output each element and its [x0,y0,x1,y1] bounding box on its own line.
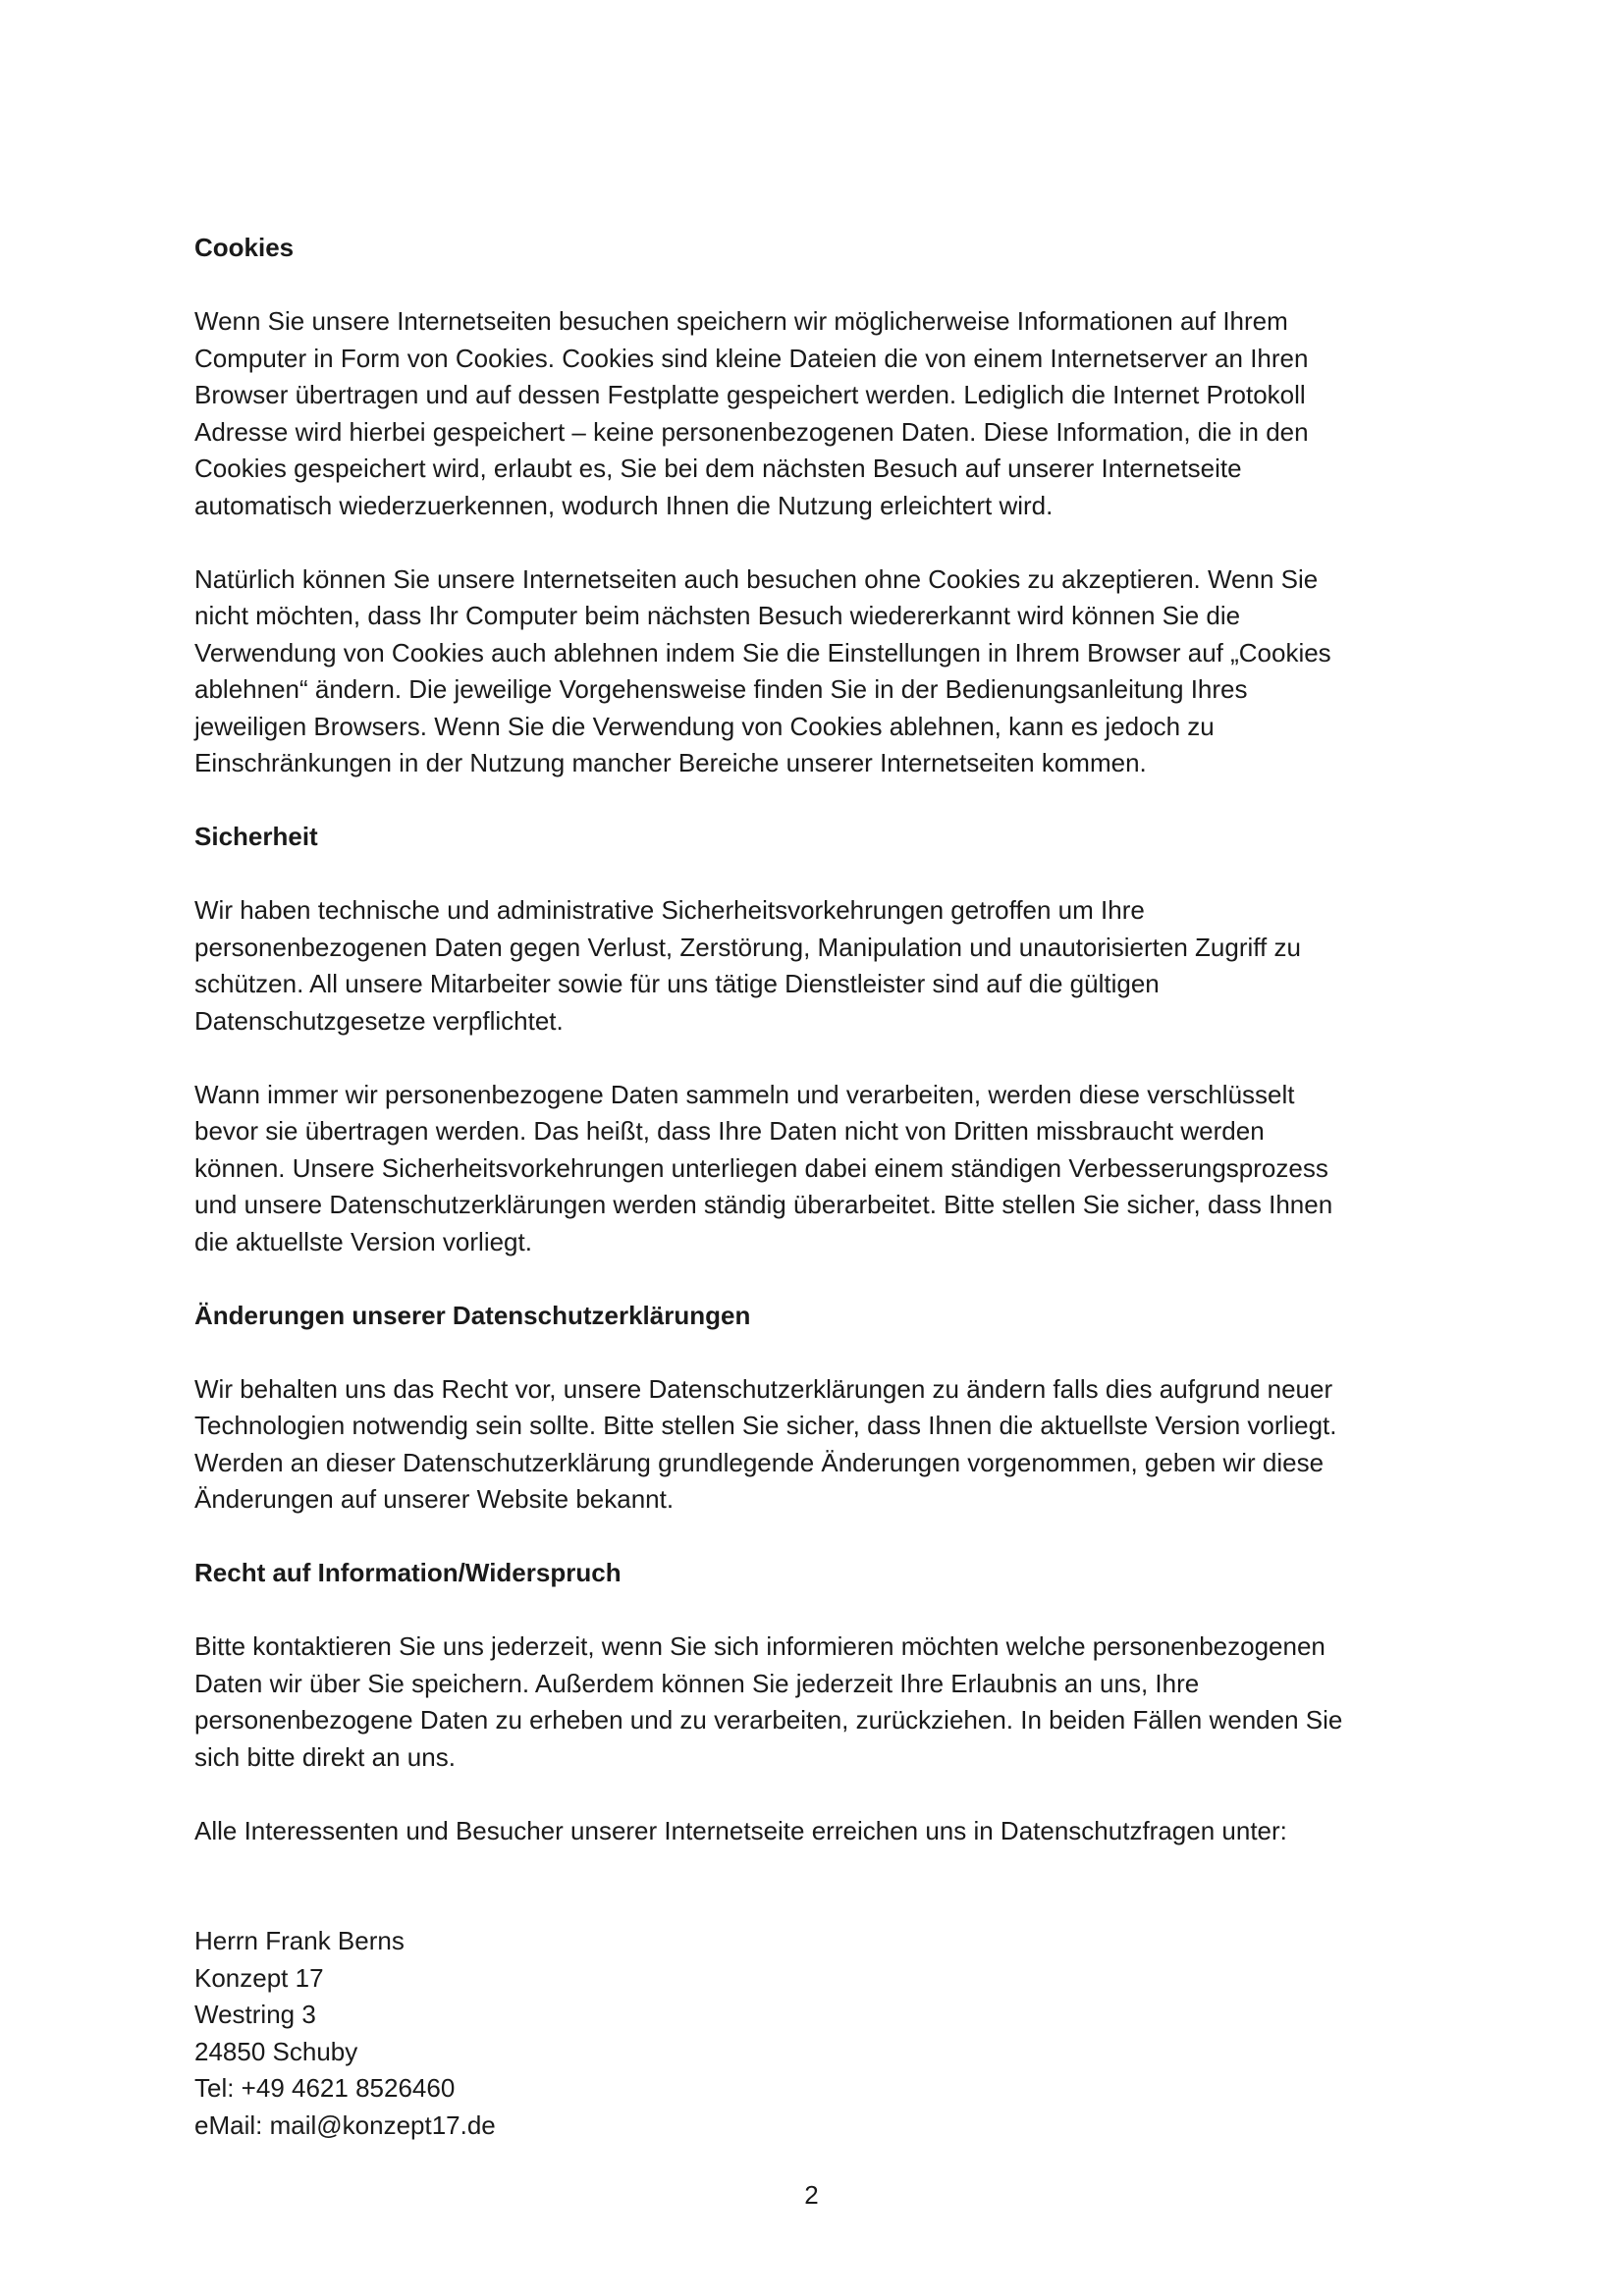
section-cookies [194,230,1441,782]
text-line: Datenschutzgesetze verpflichtet. [194,1005,564,1036]
text-line: Einschränkungen in der Nutzung mancher Bereiche unserer Internetseiten kommen. [194,748,1147,777]
section-aenderungen [194,1298,1441,1519]
text-line: Wir behalten uns das Recht vor, unsere Datenschutzerklärungen zu ändern falls dies aufgrund neuer [194,1373,1333,1404]
text-line: ablehnen“ ändern. Die jeweilige Vorgehensweise finden Sie in der Bedienungsanleitung Ihres [194,674,1248,704]
section-heading: Recht auf Information/Widerspruch [194,1558,622,1587]
contact-name: Herrn Frank Berns [194,1926,405,1955]
text-line: Wann immer wir personenbezogene Daten sammeln und verarbeiten, werden diese verschlüsselt [194,1079,1295,1109]
contact-street: Westring 3 [194,2000,316,2029]
contact-city: 24850 Schuby [194,2036,358,2066]
text-line: Wir haben technische und administrative Sicherheitsvorkehrungen getroffen um Ihre [194,895,1145,925]
text-line: und unsere Datenschutzerklärungen werden ständig überarbeitet. Bitte stellen Sie sicher, dass Ihnen [194,1190,1333,1219]
text-line: Verwendung von Cookies auch ablehnen indem Sie die Einstellungen in Ihrem Browser auf „Cookies [194,637,1331,667]
section-sicherheit [194,819,1441,1260]
text-line: Browser übertragen und auf dessen Festplatte gespeichert werden. Lediglich die Internet Protokoll [194,380,1306,409]
text-line: Änderungen auf unserer Website bekannt. [194,1484,675,1514]
paragraph [194,1629,1441,1776]
paragraph [194,303,1441,524]
paragraph [194,1077,1441,1261]
text-line: Natürlich können Sie unsere Internetseiten auch besuchen ohne Cookies zu akzeptieren. Wenn Sie [194,563,1319,594]
text-line: können. Unsere Sicherheitsvorkehrungen unterliegen dabei einem ständigen Verbesserungsprozess [194,1152,1328,1183]
text-line: Computer in Form von Cookies. Cookies sind kleine Dateien die von einem Internetserver an Ihren [194,343,1309,373]
contact-email: eMail: mail@konzept17.de [194,2109,496,2140]
section-heading: Sicherheit [194,822,318,851]
text-line: Werden an dieser Datenschutzerklärung grundlegende Änderungen vorgenommen, geben wir diese [194,1447,1325,1477]
text-line: jeweiligen Browsers. Wenn Sie die Verwendung von Cookies ablehnen, kann es jedoch zu [194,711,1215,741]
paragraph [194,1371,1441,1519]
contact-address [194,1923,1441,2144]
paragraph [194,892,1441,1040]
paragraph [194,561,1441,782]
text-line: Wenn Sie unsere Internetseiten besuchen speichern wir möglicherweise Informationen auf Ihrem [194,306,1288,336]
text-line: Alle Interessenten und Besucher unserer Internetseite erreichen uns in Datenschutzfragen unter: [194,1815,1287,1845]
paragraph [194,1813,1441,1850]
page-number: 2 [804,2180,819,2210]
contact-phone: Tel: +49 4621 8526460 [194,2073,456,2103]
text-line: schützen. All unsere Mitarbeiter sowie für uns tätige Dienstleister sind auf die gültigen [194,969,1160,998]
text-line: Bitte kontaktieren Sie uns jederzeit, wenn Sie sich informieren möchten welche personenbezogenen [194,1631,1325,1661]
text-line: nicht möchten, dass Ihr Computer beim nächsten Besuch wiedererkannt wird können Sie die [194,601,1241,630]
text-line: Technologien notwendig sein sollte. Bitte stellen Sie sicher, dass Ihnen die aktuellste Version vorliegt. [194,1411,1337,1440]
text-line: automatisch wiederzuerkennen, wodurch Ihnen die Nutzung erleichtert wird. [194,490,1054,520]
text-line: bevor sie übertragen werden. Das heißt, dass Ihre Daten nicht von Dritten missbraucht werden [194,1116,1265,1146]
contact-company: Konzept 17 [194,1962,324,1993]
page-content [194,230,1441,2144]
section-heading: Änderungen unserer Datenschutzerklärungen [194,1300,751,1330]
section-heading: Cookies [194,233,295,262]
text-line: Daten wir über Sie speichern. Außerdem können Sie jederzeit Ihre Erlaubnis an uns, Ihre [194,1668,1200,1698]
text-line: personenbezogene Daten zu erheben und zu verarbeiten, zurückziehen. In beiden Fällen wenden Sie [194,1705,1343,1735]
text-line: sich bitte direkt an uns. [194,1741,456,1772]
text-line: die aktuellste Version vorliegt. [194,1226,532,1256]
text-line: Cookies gespeichert wird, erlaubt es, Sie bei dem nächsten Besuch auf unserer Internetseite [194,454,1242,483]
text-line: Adresse wird hierbei gespeichert – keine personenbezogenen Daten. Diese Information, die in den [194,416,1309,447]
section-recht-auf-information [194,1555,1441,1849]
text-line: personenbezogenen Daten gegen Verlust, Zerstörung, Manipulation und unautorisierten Zugriff zu [194,932,1301,962]
